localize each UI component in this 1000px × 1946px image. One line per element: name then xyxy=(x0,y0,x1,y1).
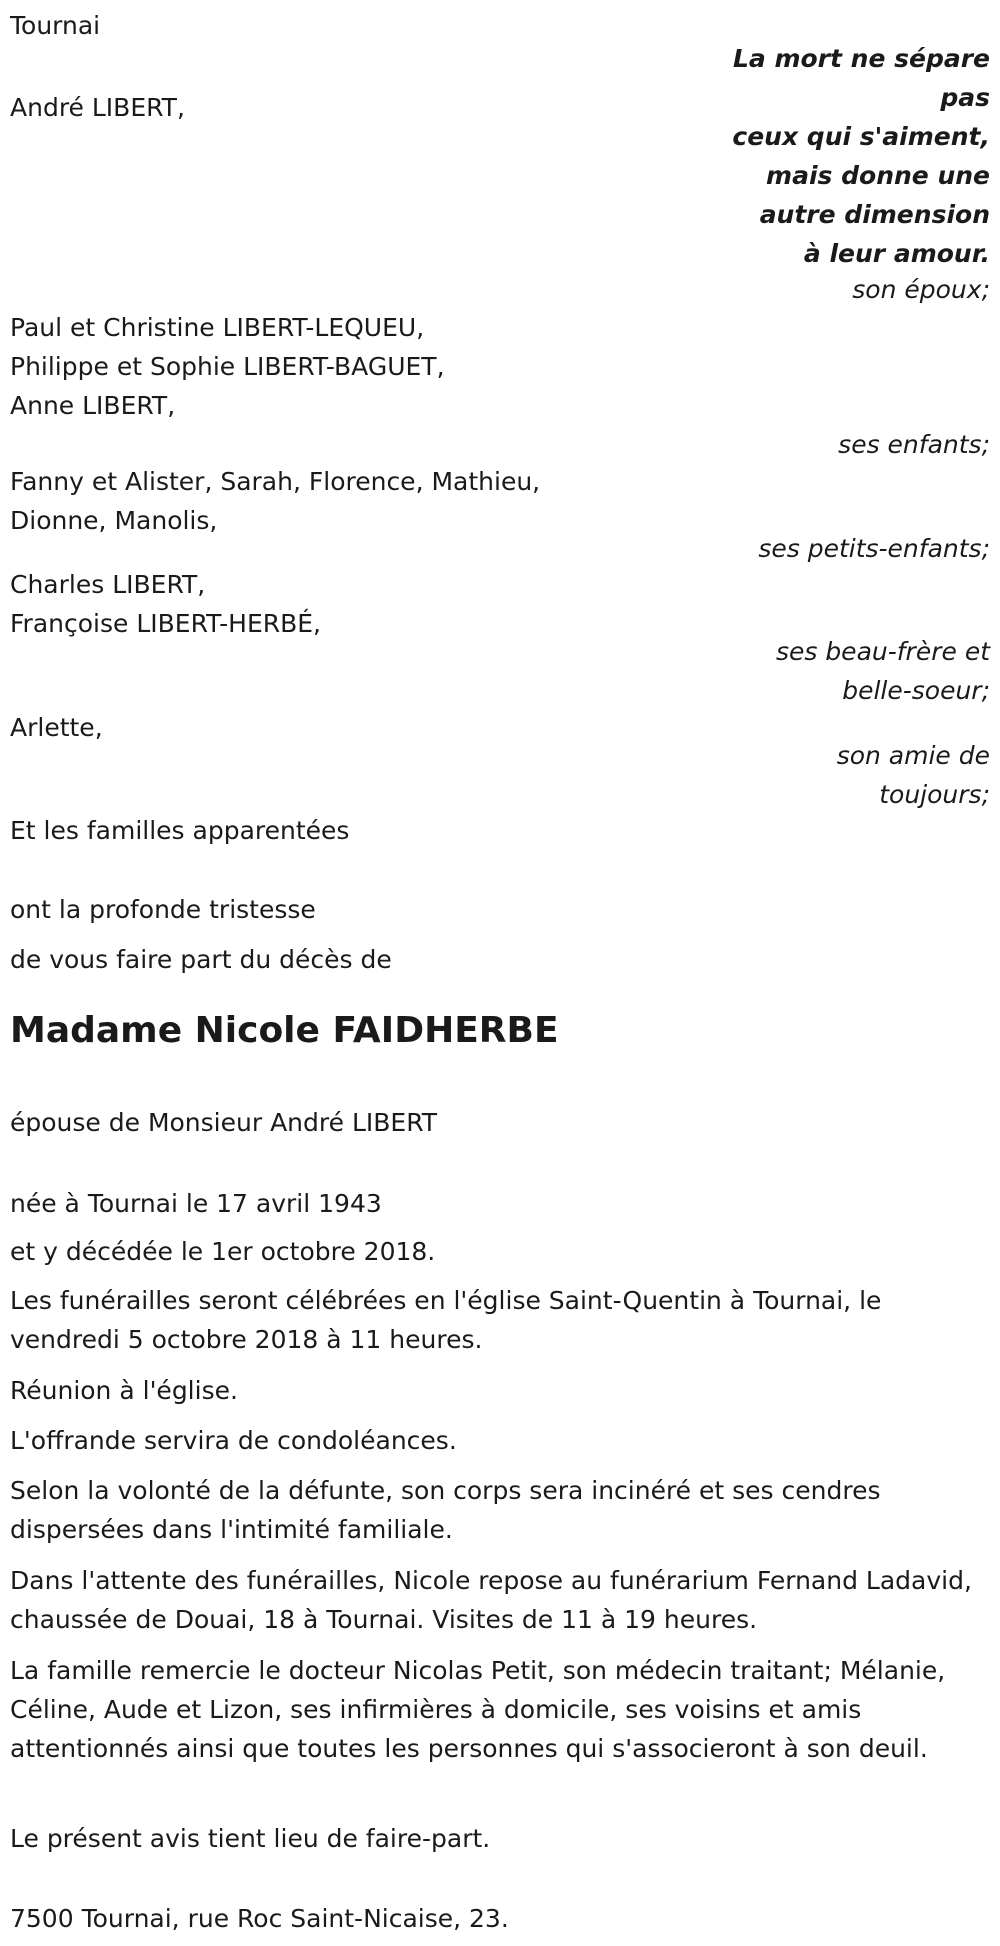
grandchild-names: Dionne, Manolis, xyxy=(10,506,218,535)
children-relation: ses enfants; xyxy=(838,430,990,459)
friend-relation: son amie de xyxy=(836,741,990,770)
thanks-paragraph: La famille remercie le docteur Nicolas Petit, son médecin traitant; Mélanie, Céline, Aude et Lizon, ses infirmières à domicile, ses voisins et amis attentionnés ainsi que toutes les personnes qui s'associeront à son deuil. xyxy=(10,1656,946,1763)
spouse-relation: son époux; xyxy=(852,275,990,304)
cremation-paragraph: Selon la volonté de la défunte, son corps sera incinéré et ses cendres dispersées dans l'intimité familiale. xyxy=(10,1476,881,1544)
announce-line: ont la profonde tristesse xyxy=(10,895,316,924)
quote-line: pas xyxy=(940,83,990,112)
city-heading: Tournai xyxy=(10,11,101,40)
child-name: Paul et Christine LIBERT-LEQUEU, xyxy=(10,313,425,342)
inlaws-relation: belle-soeur; xyxy=(842,676,990,705)
child-name: Anne LIBERT, xyxy=(10,391,176,420)
funerarium-paragraph: Dans l'attente des funérailles, Nicole repose au funérarium Fernand Ladavid, chaussée de Douai, 18 à Tournai. Visites de 11 à 19 heures. xyxy=(10,1566,972,1634)
wife-of-line: épouse de Monsieur André LIBERT xyxy=(10,1108,438,1137)
announce-line: de vous faire part du décès de xyxy=(10,945,392,974)
spouse-name: André LIBERT, xyxy=(10,93,185,122)
deceased-name: Madame Nicole FAIDHERBE xyxy=(10,1010,559,1051)
quote-line: autre dimension xyxy=(759,200,990,229)
child-name: Philippe et Sophie LIBERT-BAGUET, xyxy=(10,352,445,381)
quote-line: mais donne une xyxy=(766,161,990,190)
quote-line: La mort ne sépare xyxy=(732,44,990,73)
families-line: Et les familles apparentées xyxy=(10,816,350,845)
birth-line: née à Tournai le 17 avril 1943 xyxy=(10,1189,382,1218)
friend-relation: toujours; xyxy=(879,780,990,809)
notice-paragraph: Le présent avis tient lieu de faire-part. xyxy=(10,1824,491,1853)
inlaw-name: Charles LIBERT, xyxy=(10,570,206,599)
inlaw-name: Françoise LIBERT-HERBÉ, xyxy=(10,609,321,638)
grandchildren-relation: ses petits-enfants; xyxy=(758,534,990,563)
death-line: et y décédée le 1er octobre 2018. xyxy=(10,1237,436,1266)
inlaws-relation: ses beau-frère et xyxy=(775,637,990,666)
meeting-paragraph: Réunion à l'église. xyxy=(10,1376,238,1405)
address-line: 7500 Tournai, rue Roc Saint-Nicaise, 23. xyxy=(10,1904,509,1933)
offering-paragraph: L'offrande servira de condoléances. xyxy=(10,1426,457,1455)
quote-line: ceux qui s'aiment, xyxy=(732,122,990,151)
funeral-paragraph: Les funérailles seront célébrées en l'église Saint-Quentin à Tournai, le vendredi 5 octobre 2018 à 11 heures. xyxy=(10,1286,882,1354)
friend-name: Arlette, xyxy=(10,713,103,742)
grandchild-names: Fanny et Alister, Sarah, Florence, Mathieu, xyxy=(10,467,541,496)
quote-line: à leur amour. xyxy=(803,239,990,268)
